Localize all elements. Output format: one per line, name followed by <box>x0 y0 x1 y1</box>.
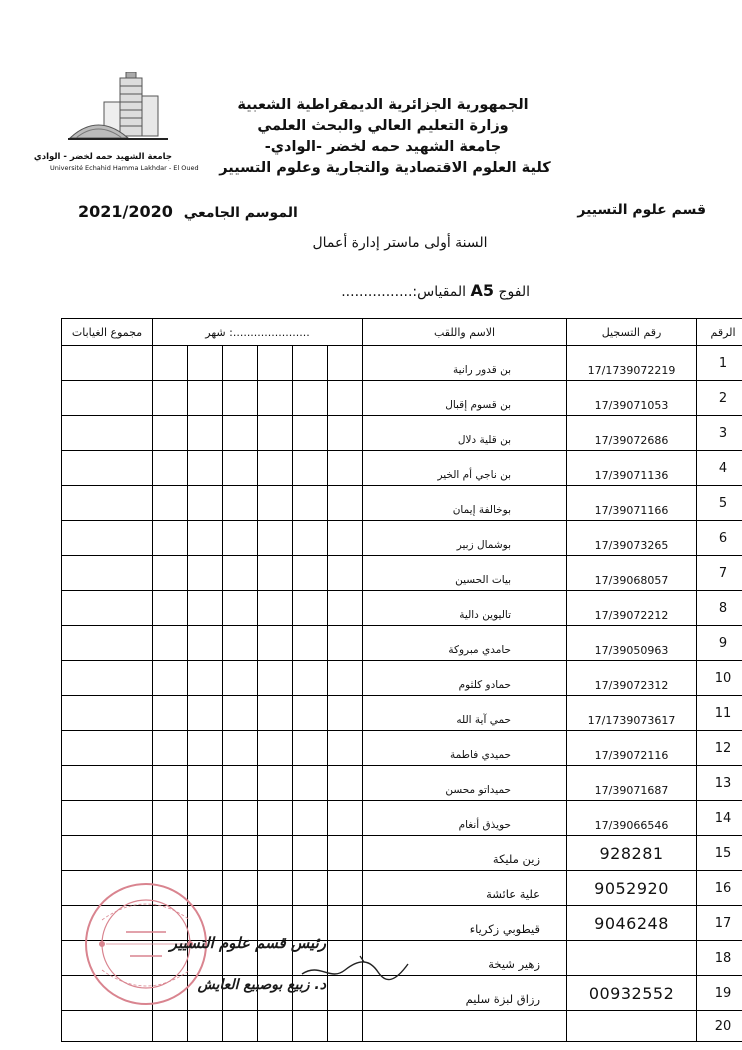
table-header-row <box>62 319 742 346</box>
header-name: الاسم واللقب <box>363 319 567 346</box>
table-row <box>62 661 742 696</box>
subject-label: المقياس:................ <box>341 284 467 300</box>
absence-day-cell[interactable] <box>258 731 293 766</box>
row-number: 4 <box>697 451 742 486</box>
registration-number: 928281 <box>567 836 697 871</box>
absence-day-cell[interactable] <box>328 1011 363 1042</box>
table-row <box>62 381 742 416</box>
header-republic: الجمهورية الجزائرية الديمقراطية الشعبية <box>237 97 529 113</box>
absence-day-cell[interactable] <box>188 1011 223 1042</box>
absence-day-cell[interactable] <box>188 626 223 661</box>
row-number: 15 <box>697 836 742 871</box>
header-month: شهر :...................... <box>153 319 363 346</box>
absence-day-cell[interactable] <box>153 836 188 871</box>
registration-number: 00932552 <box>567 976 697 1011</box>
absence-total-cell[interactable] <box>62 486 153 521</box>
absence-day-cell[interactable] <box>293 626 328 661</box>
header-faculty: كلية العلوم الاقتصادية والتجارية وعلوم التسيير <box>219 160 551 176</box>
absence-day-cell[interactable] <box>328 626 363 661</box>
student-name: بن ناجي أم الخير <box>363 451 567 486</box>
absence-total-cell[interactable] <box>62 346 153 381</box>
absence-day-cell[interactable] <box>258 696 293 731</box>
absence-day-cell[interactable] <box>293 661 328 696</box>
group-label: الفوج <box>498 284 530 300</box>
absence-day-cell[interactable] <box>188 381 223 416</box>
absence-day-cell[interactable] <box>188 661 223 696</box>
table-row <box>62 1011 742 1042</box>
absence-day-cell[interactable] <box>258 801 293 836</box>
table-row <box>62 591 742 626</box>
student-name: بوخالفة إيمان <box>363 486 567 521</box>
registration-number: 9052920 <box>567 871 697 906</box>
signature-title: رئيس قسم علوم التسيير <box>169 934 326 952</box>
group-code: A5 <box>470 281 495 300</box>
student-name: بوشمال زبير <box>363 521 567 556</box>
row-number: 9 <box>697 626 742 661</box>
absence-day-cell[interactable] <box>293 801 328 836</box>
absence-day-cell[interactable] <box>293 696 328 731</box>
student-name: حامدي مبروكة <box>363 626 567 661</box>
table-row <box>62 451 742 486</box>
absence-day-cell[interactable] <box>188 696 223 731</box>
row-number: 1 <box>697 346 742 381</box>
student-name: زين مليكة <box>363 836 567 871</box>
absence-day-cell[interactable] <box>328 346 363 381</box>
student-name: زهير شيخة <box>363 941 567 976</box>
registration-number: 17/39071687 <box>567 766 697 801</box>
season-year: 2021/2020 <box>78 202 173 221</box>
absence-day-cell[interactable] <box>258 486 293 521</box>
absence-day-cell[interactable] <box>223 591 258 626</box>
row-number: 2 <box>697 381 742 416</box>
absence-day-cell[interactable] <box>223 801 258 836</box>
absence-day-cell[interactable] <box>293 486 328 521</box>
absence-day-cell[interactable] <box>258 556 293 591</box>
absence-day-cell[interactable] <box>153 661 188 696</box>
absence-day-cell[interactable] <box>153 486 188 521</box>
empty-cell <box>363 1011 567 1042</box>
absence-day-cell[interactable] <box>258 766 293 801</box>
absence-day-cell[interactable] <box>328 591 363 626</box>
student-name: حميداتو محسن <box>363 766 567 801</box>
row-number: 18 <box>697 941 742 976</box>
absence-total-cell[interactable] <box>62 451 153 486</box>
absence-day-cell[interactable] <box>328 486 363 521</box>
registration-number <box>567 941 697 976</box>
absence-day-cell[interactable] <box>258 1011 293 1042</box>
absence-day-cell[interactable] <box>153 381 188 416</box>
university-building-icon <box>68 72 168 150</box>
student-name: بيات الحسين <box>363 556 567 591</box>
absence-day-cell[interactable] <box>293 451 328 486</box>
absence-day-cell[interactable] <box>258 626 293 661</box>
absence-total-cell[interactable] <box>62 731 153 766</box>
absence-day-cell[interactable] <box>293 871 328 906</box>
row-number: 11 <box>697 696 742 731</box>
registration-number: 17/39072116 <box>567 731 697 766</box>
absence-day-cell[interactable] <box>188 591 223 626</box>
row-number: 14 <box>697 801 742 836</box>
absence-day-cell[interactable] <box>188 521 223 556</box>
student-name: رزاق لبزة سليم <box>363 976 567 1011</box>
header-number: الرقم <box>697 319 742 346</box>
row-number: 6 <box>697 521 742 556</box>
registration-number: 17/39071053 <box>567 381 697 416</box>
registration-number: 17/39072212 <box>567 591 697 626</box>
absence-day-cell[interactable] <box>153 556 188 591</box>
empty-cell <box>567 1011 697 1042</box>
absence-day-cell[interactable] <box>188 836 223 871</box>
absence-day-cell[interactable] <box>293 836 328 871</box>
absence-day-cell[interactable] <box>258 661 293 696</box>
row-number: 17 <box>697 906 742 941</box>
student-name: حمي آية الله <box>363 696 567 731</box>
registration-number: 17/39073265 <box>567 521 697 556</box>
academic-season <box>78 202 303 221</box>
student-name: بن قلية دلال <box>363 416 567 451</box>
absence-day-cell[interactable] <box>153 626 188 661</box>
absence-total-cell[interactable] <box>62 591 153 626</box>
absence-day-cell[interactable] <box>293 346 328 381</box>
absence-day-cell[interactable] <box>188 416 223 451</box>
logo-caption-french: Université Echahid Hamma Lakhdar - El Oued <box>50 164 199 172</box>
absence-day-cell[interactable] <box>258 451 293 486</box>
row-number: 16 <box>697 871 742 906</box>
signature-name: د. زبيع بوصبيع العايش <box>197 977 326 993</box>
absence-day-cell[interactable] <box>328 451 363 486</box>
absence-total-cell[interactable] <box>62 1011 153 1042</box>
table-row <box>62 486 742 521</box>
absence-day-cell[interactable] <box>293 591 328 626</box>
table-row <box>62 696 742 731</box>
absence-day-cell[interactable] <box>328 801 363 836</box>
student-name: بن قسوم إقبال <box>363 381 567 416</box>
student-name: تاليوين دالية <box>363 591 567 626</box>
absence-day-cell[interactable] <box>153 1011 188 1042</box>
absence-day-cell[interactable] <box>153 801 188 836</box>
absence-day-cell[interactable] <box>328 696 363 731</box>
absence-day-cell[interactable] <box>223 556 258 591</box>
registration-number: 9046248 <box>567 906 697 941</box>
row-number: 12 <box>697 731 742 766</box>
absence-day-cell[interactable] <box>223 836 258 871</box>
header-ministry: وزارة التعليم العالي والبحث العلمي <box>257 118 509 134</box>
absence-total-cell[interactable] <box>62 416 153 451</box>
absence-day-cell[interactable] <box>223 661 258 696</box>
absence-total-cell[interactable] <box>62 556 153 591</box>
absence-day-cell[interactable] <box>223 731 258 766</box>
absence-day-cell[interactable] <box>223 346 258 381</box>
absence-day-cell[interactable] <box>223 416 258 451</box>
absence-total-cell[interactable] <box>62 381 153 416</box>
absence-day-cell[interactable] <box>153 416 188 451</box>
absence-day-cell[interactable] <box>153 766 188 801</box>
absence-day-cell[interactable] <box>188 731 223 766</box>
student-name: بن قدور رانية <box>363 346 567 381</box>
registration-number: 17/39066546 <box>567 801 697 836</box>
absence-day-cell[interactable] <box>188 451 223 486</box>
absence-day-cell[interactable] <box>328 766 363 801</box>
table-row <box>62 801 742 836</box>
absence-day-cell[interactable] <box>153 731 188 766</box>
absence-day-cell[interactable] <box>223 766 258 801</box>
header-total-absences: مجموع الغيابات <box>62 319 153 346</box>
absence-day-cell[interactable] <box>223 451 258 486</box>
university-logo <box>33 72 199 182</box>
table-row <box>62 346 742 381</box>
absence-day-cell[interactable] <box>188 556 223 591</box>
student-name: حويذق أنغام <box>363 801 567 836</box>
student-name: حميدي فاطمة <box>363 731 567 766</box>
table-row <box>62 731 742 766</box>
logo-caption-arabic: جامعة الشهيد حمه لخضر - الوادي <box>33 152 172 162</box>
absence-day-cell[interactable] <box>293 731 328 766</box>
absence-day-cell[interactable] <box>188 766 223 801</box>
absence-total-cell[interactable] <box>62 626 153 661</box>
absence-day-cell[interactable] <box>258 871 293 906</box>
header-university: جامعة الشهيد حمه لخضر -الوادي- <box>264 139 502 155</box>
table-row <box>62 836 742 871</box>
group-line <box>300 281 530 300</box>
absence-day-cell[interactable] <box>328 871 363 906</box>
absence-total-cell[interactable] <box>62 696 153 731</box>
registration-number: 17/39072312 <box>567 661 697 696</box>
absence-total-cell[interactable] <box>62 766 153 801</box>
absence-day-cell[interactable] <box>328 416 363 451</box>
registration-number: 17/1739073617 <box>567 696 697 731</box>
handwritten-signature <box>300 952 410 988</box>
absence-day-cell[interactable] <box>258 346 293 381</box>
table-row <box>62 521 742 556</box>
absence-total-cell[interactable] <box>62 836 153 871</box>
header-registration: رقم التسجيل <box>567 319 697 346</box>
absence-day-cell[interactable] <box>293 556 328 591</box>
table-row <box>62 626 742 661</box>
absence-day-cell[interactable] <box>328 906 363 941</box>
absence-total-cell[interactable] <box>62 801 153 836</box>
student-name: قيطوبي زكرياء <box>363 906 567 941</box>
absence-day-cell[interactable] <box>153 346 188 381</box>
absence-day-cell[interactable] <box>223 696 258 731</box>
absence-day-cell[interactable] <box>188 486 223 521</box>
absence-day-cell[interactable] <box>258 521 293 556</box>
absence-day-cell[interactable] <box>328 731 363 766</box>
absence-day-cell[interactable] <box>328 661 363 696</box>
absence-day-cell[interactable] <box>258 381 293 416</box>
absence-day-cell[interactable] <box>223 486 258 521</box>
table-row <box>62 416 742 451</box>
absence-day-cell[interactable] <box>258 836 293 871</box>
row-number: 13 <box>697 766 742 801</box>
registration-number: 17/39071166 <box>567 486 697 521</box>
absence-day-cell[interactable] <box>328 381 363 416</box>
row-number: 3 <box>697 416 742 451</box>
row-number: 7 <box>697 556 742 591</box>
absence-day-cell[interactable] <box>153 696 188 731</box>
student-name: علية عائشة <box>363 871 567 906</box>
row-number: 19 <box>697 976 742 1011</box>
absence-day-cell[interactable] <box>258 416 293 451</box>
absence-day-cell[interactable] <box>153 451 188 486</box>
registration-number: 17/39068057 <box>567 556 697 591</box>
row-number: 10 <box>697 661 742 696</box>
absence-total-cell[interactable] <box>62 661 153 696</box>
registration-number: 17/39071136 <box>567 451 697 486</box>
absence-day-cell[interactable] <box>328 556 363 591</box>
absence-day-cell[interactable] <box>328 521 363 556</box>
absence-day-cell[interactable] <box>293 381 328 416</box>
table-row <box>62 766 742 801</box>
absence-day-cell[interactable] <box>293 766 328 801</box>
registration-number: 17/39072686 <box>567 416 697 451</box>
absence-day-cell[interactable] <box>153 591 188 626</box>
department-name: قسم علوم التسيير <box>577 202 706 218</box>
row-number: 5 <box>697 486 742 521</box>
absence-day-cell[interactable] <box>293 416 328 451</box>
absence-day-cell[interactable] <box>153 521 188 556</box>
absence-day-cell[interactable] <box>328 836 363 871</box>
absence-day-cell[interactable] <box>188 346 223 381</box>
absence-total-cell[interactable] <box>62 521 153 556</box>
absence-day-cell[interactable] <box>223 1011 258 1042</box>
absence-day-cell[interactable] <box>293 1011 328 1042</box>
table-row <box>62 556 742 591</box>
registration-number: 17/39050963 <box>567 626 697 661</box>
registration-number: 17/1739072219 <box>567 346 697 381</box>
student-name: حمادو كلثوم <box>363 661 567 696</box>
study-level: السنة أولى ماستر إدارة أعمال <box>312 235 488 251</box>
absence-day-cell[interactable] <box>293 521 328 556</box>
absence-day-cell[interactable] <box>188 801 223 836</box>
season-label: الموسم الجامعي <box>183 205 298 221</box>
row-number: 8 <box>697 591 742 626</box>
absence-day-cell[interactable] <box>223 381 258 416</box>
row-number: 20 <box>697 1011 742 1042</box>
absence-day-cell[interactable] <box>258 591 293 626</box>
absence-day-cell[interactable] <box>223 626 258 661</box>
absence-day-cell[interactable] <box>223 871 258 906</box>
absence-day-cell[interactable] <box>223 521 258 556</box>
